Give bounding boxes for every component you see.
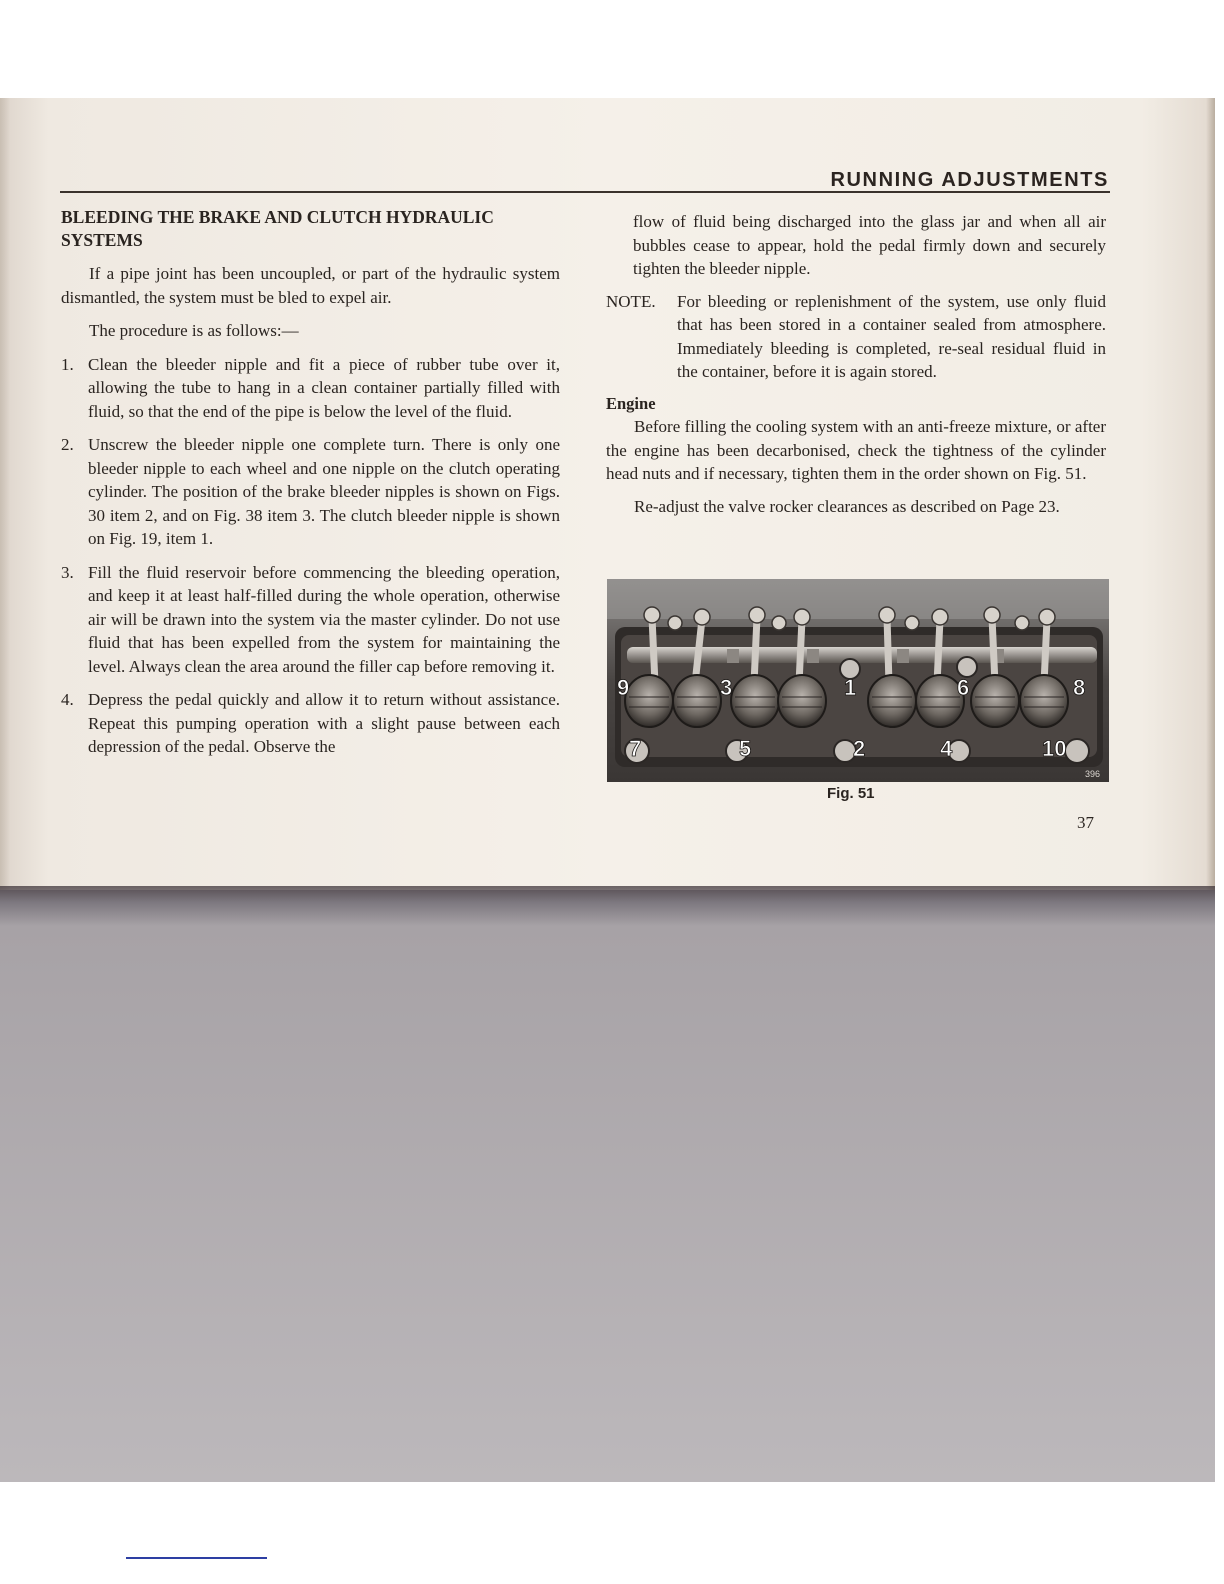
page-shadow (0, 886, 1215, 926)
step-1 (61, 353, 560, 424)
intro-paragraph: If a pipe joint has been uncoupled, or part of the hydraulic system dismantled, the system must be bled to expel air. (61, 264, 560, 307)
nut-label-1: 1 (844, 675, 857, 700)
step-3 (61, 561, 560, 679)
note (606, 290, 1106, 384)
nut-label-5: 5 (739, 736, 752, 761)
nut-label-6: 6 (957, 675, 970, 700)
step-2 (61, 433, 560, 551)
section-heading: BLEEDING THE BRAKE AND CLUTCH HYDRAULIC SYSTEMS (61, 207, 494, 250)
right-column (606, 210, 1106, 518)
step-4 (61, 688, 560, 759)
readjust-paragraph: Re-adjust the valve rocker clearances as described on Page 23. (634, 496, 1060, 516)
nut-label-8: 8 (1073, 675, 1086, 700)
page-left-edge (0, 98, 10, 890)
nut-label-10: 10 (1042, 736, 1067, 761)
left-column (61, 206, 560, 759)
scanned-page (0, 98, 1215, 1482)
nut-label-2: 2 (853, 736, 866, 761)
figure-caption: Fig. 51 (827, 785, 875, 802)
step-text: Fill the fluid reservoir before commencing the bleeding operation, and keep it at least half-filled during the whole operation, otherwise air will be drawn into the system via the master cylinder. Do not use fluid that has been expelled from the system for maintaining the level. Always clean the area around the filler cap before removing it. (88, 562, 560, 676)
cylinder-head-illustration (607, 579, 1109, 782)
header-rule (60, 191, 1110, 193)
step-number: 2. (61, 435, 74, 454)
step-number: 1. (61, 354, 74, 374)
engine-paragraph: Before filling the cooling system with an anti-freeze mixture, or after the engine has been decarbonised, check the tightness of the cylinder head nuts and if necessary, tighten them in the order shown on Fig. 51. (606, 417, 1106, 483)
step-text: Unscrew the bleeder nipple one complete turn. There is only one bleeder nipple to each wheel and one nipple on the clutch operating cylinder. The position of the brake bleeder nipples is shown on Figs. 30 item 2, and on Fig. 38 item 3. The clutch bleeder nipple is shown on Fig. 19, item 1. (88, 435, 560, 548)
step-4-continued: flow of fluid being discharged into the glass jar and when all air bubbles cease to appear, hold the pedal firmly down and securely tighten the bleeder nipple. (633, 212, 1106, 278)
footer-rule (126, 1557, 267, 1559)
step-text: Clean the bleeder nipple and fit a piece of rubber tube over it, allowing the tube to hang in a clean container partially filled with fluid, so that the end of the pipe is below the level of the fluid. (88, 354, 560, 421)
step-text: Depress the pedal quickly and allow it to return without assistance. Repeat this pumping operation with a slight pause between each depression of the pedal. Observe the (88, 690, 560, 756)
page-right-edge (1206, 98, 1215, 890)
engine-heading: Engine (606, 393, 656, 413)
procedure-paragraph: The procedure is as follows:— (89, 321, 299, 340)
note-label: NOTE. (606, 291, 656, 311)
nut-label-9: 9 (617, 675, 630, 700)
nut-label-3: 3 (720, 675, 733, 700)
nut-label-7: 7 (629, 736, 642, 761)
page-number: 37 (1077, 813, 1094, 832)
nut-label-4: 4 (940, 736, 953, 761)
note-text: For bleeding or replenishment of the system, use only fluid that has been stored in a container sealed from atmosphere. Immediately bleeding is completed, re-seal residual fluid in the container, before it is again stored. (677, 291, 1106, 381)
step-number: 4. (61, 690, 74, 709)
cylinder-head-photo (607, 579, 1109, 782)
manual-page (0, 98, 1215, 890)
step-number: 3. (61, 562, 74, 582)
plate-code: 396 (1085, 769, 1101, 779)
running-head: RUNNING ADJUSTMENTS (830, 169, 1109, 191)
